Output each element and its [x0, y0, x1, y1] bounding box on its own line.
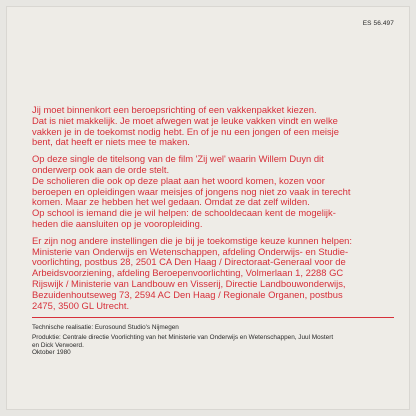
text-line: 2475, 3500 GL Utrecht. [32, 299, 130, 311]
text-line: Jij moet binnenkort een beroepsrichting of een vakkenpakket kiezen. [32, 104, 317, 115]
text-line: Rijswijk / Ministerie van Landbouw en Visserij, Directie Landbouwonderwijs, [32, 277, 346, 289]
text-line: Er zijn nog andere instellingen die je bij je toekomstige keuze kunnen helpen: [32, 234, 352, 246]
text-line: Op deze single de titelsong van de film 'Zij wel' waarin Willem Duyn dit [32, 153, 324, 165]
text-line: Bezuidenhoutseweg 73, 2594 AC Den Haag / Regionale Organen, postbus [32, 288, 343, 300]
main-text [32, 105, 394, 357]
text-line: De scholieren die ook op deze plaat aan het woord komen, kozen voor [32, 174, 325, 186]
catalog-number: ES 56.497 [362, 20, 394, 27]
credit-technical: Technische realisatie: Eurosound Studio's Nijmegen [32, 324, 179, 332]
paragraph-single [32, 154, 394, 230]
text-line: Arbeidsvoorziening, afdeling Beroepenvoorlichting, Volmerlaan 1, 2288 GC [32, 267, 344, 279]
text-line: vakken je in de toekomst nodig hebt. En of je nu een jongen of een meisje [32, 125, 339, 137]
text-line: Op school is iemand die je wil helpen: de schooldecaan kent de mogelijk- [32, 207, 336, 219]
credits [32, 324, 394, 356]
text-line: heden die aansluiten op je vooropleiding. [32, 217, 203, 229]
record-sleeve-back [6, 6, 410, 410]
text-line: voorlichting, postbus 28, 2501 CA Den Haag / Directoraat-Generaal voor de [32, 256, 346, 268]
text-line: bent, dat heeft er niets mee te maken. [32, 136, 190, 148]
text-line: Dat is niet makkelijk. Je moet afwegen wat je leuke vakken vindt en welke [32, 114, 338, 126]
paragraph-intro [32, 105, 394, 148]
credit-date: Oktober 1980 [32, 349, 71, 357]
divider-line [32, 317, 394, 318]
text-line: komen. Maar ze hebben het wel gedaan. Omdat ze dat zelf wilden. [32, 196, 310, 208]
credit-production-line: en Dick Verwoerd. [32, 341, 84, 349]
paragraph-institutions [32, 236, 394, 312]
credit-production-line: Produktie: Centrale directie Voorlichting van het Ministerie van Onderwijs en Wetenschappen, Juul Mostert [32, 333, 334, 341]
text-line: onderwerp ook aan de orde stelt. [32, 163, 170, 175]
text-line: beroepen en opleidingen waar meisjes of jongens nog niet zo vaak in terecht [32, 185, 351, 197]
text-line: Ministerie van Onderwijs en Wetenschappen, afdeling Onderwijs- en Studie- [32, 245, 349, 257]
